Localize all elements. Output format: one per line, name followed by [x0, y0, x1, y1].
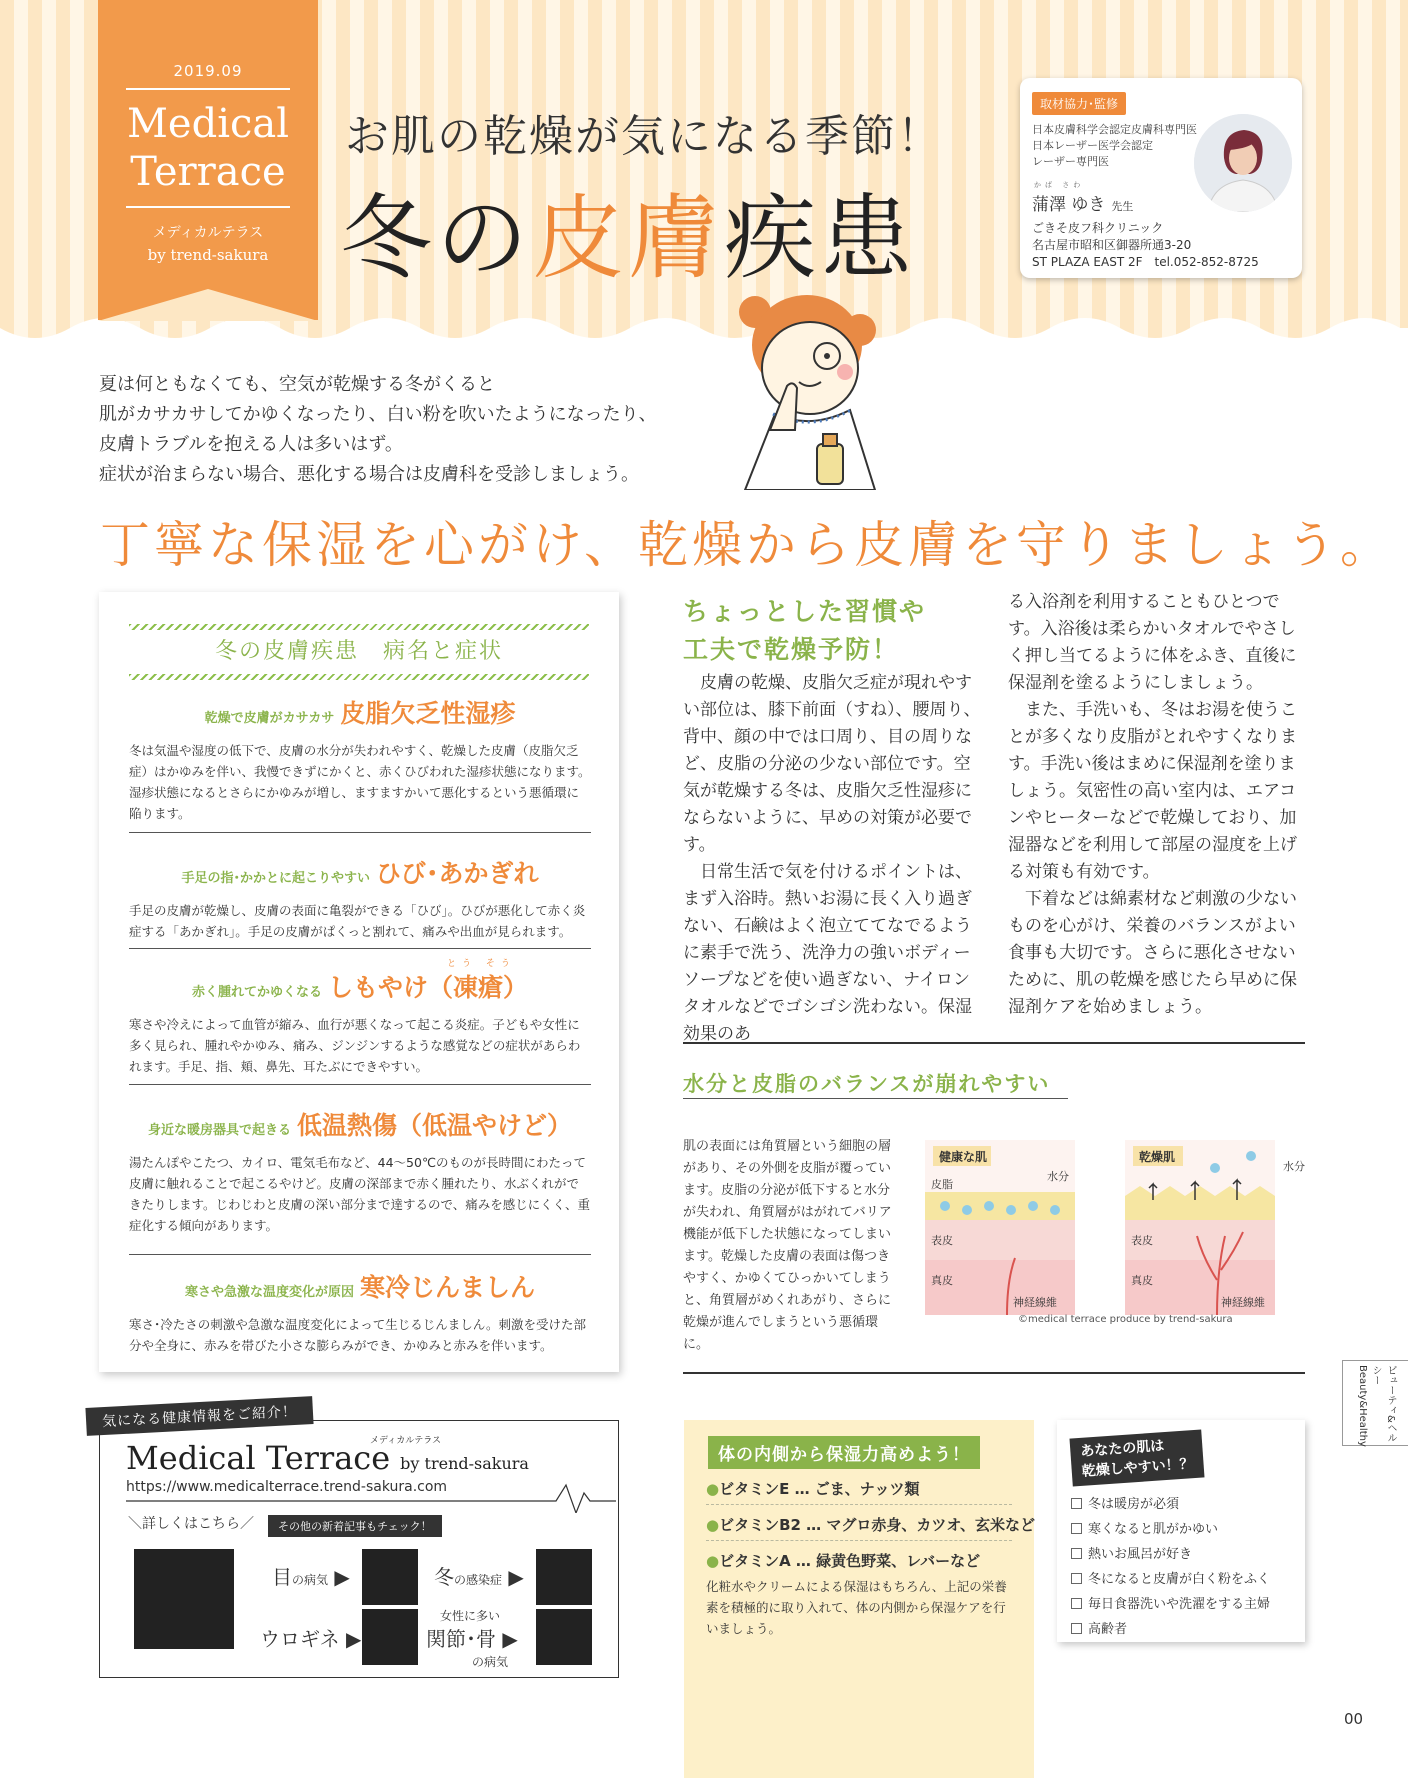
medical-terrace-promo [99, 1420, 619, 1678]
checkbox-icon[interactable] [1071, 1573, 1082, 1584]
promo-brand-name: Medical Terrace [126, 1439, 391, 1477]
habits-paragraph: 下着などは綿素材など刺激の少ないものを心がけ、栄養のバランスがよい食事も大切です。さらに悪化させないために、肌の乾燥を感じたら早めに保湿剤ケアを始めましょう。 [1008, 889, 1297, 1017]
supervisor-card [1020, 78, 1302, 278]
credential-line: 日本皮膚科学会認定皮膚科専門医 [1032, 123, 1197, 136]
supervisor-tag: 取材協力･監修 [1032, 92, 1126, 115]
title-pre: 冬の [340, 185, 533, 292]
vitamin-item: ●ビタミンA … 緑黄色野菜、レバーなど [706, 1552, 981, 1570]
habits-paragraph: また、手洗いも、冬はお湯を使うことが多くなり皮脂がとれやすくなります。手洗い後はまめに保湿剤を塗りましょう。気密性の高い室内は、エアコンやヒーターなどで乾燥しており、加湿器などを利用して部屋の湿度を上げる対策も有効です。 [1008, 700, 1297, 882]
nerve-label: 神経線維 [1013, 1296, 1057, 1309]
disease-caption [129, 1268, 591, 1304]
disease-caption [129, 968, 591, 1004]
disease-tagline: 寒さや急激な温度変化が原因 [184, 1285, 354, 1300]
disease-item [129, 1106, 591, 1236]
balance-text: 肌の表面には角質層という細胞の層があり、その外側を皮脂が覆っています。皮脂の分泌が低下すると水分が失われ、角質層がはがれてバリア機能が低下した状態になってしまいます。乾燥した皮膚の表面は傷つきやすく、かゆくてひっかいてしまうと、角質層がめくれあがり、さらに乾燥が進んでしまうという悪循環に。 [683, 1139, 892, 1352]
ribbon-kana: メディカルテラス [152, 225, 264, 241]
promo-check-label: その他の新着記事もチェック！ [268, 1515, 442, 1537]
promo-kana: メディカルテラス [370, 1436, 442, 1446]
habits-heading-line: ちょっとした習慣や [683, 597, 927, 626]
checkbox-icon[interactable] [1071, 1623, 1082, 1634]
clinic-info [1032, 220, 1259, 271]
qr-label-main: ウロギネ [260, 1627, 340, 1651]
dashed-rule [129, 674, 589, 680]
checklist-item[interactable] [1071, 1492, 1270, 1517]
disease-caption [129, 694, 591, 730]
clinic-line: 名古屋市昭和区御器所通3-20 [1032, 238, 1192, 252]
checklist-heading-line: 乾燥しやすい！？ [1081, 1456, 1195, 1480]
separator [129, 832, 591, 833]
disease-description: 冬は気温や湿度の低下で、皮膚の水分が失われやすく、乾燥した皮膚（皮脂欠乏症）はかゆみを伴い、我慢できずにかくと、赤くひびわれた湿疹状態になります。湿疹状態になるとさらにかゆみが増し、ますますかいて悪化するという悪循環に陥ります。 [129, 743, 591, 821]
separator [129, 1254, 591, 1255]
ribbon-by: by trend-sakura [147, 246, 269, 264]
inner-heading: 体の内側から保湿力高めよう！ [708, 1436, 980, 1469]
intro-text [99, 370, 719, 490]
section-rule [683, 1372, 1305, 1374]
sebum-label: 皮脂 [931, 1178, 953, 1191]
disease-tagline: 乾燥で皮膚がカサカサ [204, 711, 335, 726]
promo-url[interactable]: https://www.medicalterrace.trend-sakura.com [126, 1479, 448, 1495]
disease-name: 寒冷じんましん [360, 1273, 536, 1302]
qr-label-main: 関節･骨 [426, 1627, 496, 1651]
ribbon-rule [126, 206, 290, 208]
qr-label-sub: の感染症 [454, 1573, 503, 1587]
ribbon-brand [98, 100, 318, 196]
qr-label-joint: 関節･骨 ▶ [426, 1627, 518, 1651]
separator [129, 948, 591, 949]
checklist-item[interactable] [1071, 1592, 1270, 1617]
dashed-rule [706, 1504, 1012, 1505]
qr-label-winter: 冬の感染症 ▶ [434, 1565, 524, 1589]
title-accent: 皮膚 [532, 185, 725, 292]
disease-description: 手足の皮膚が乾燥し、皮膚の表面に亀裂ができる「ひび」。ひびが悪化して赤く炎症する「あかぎれ」。手足の皮膚がぱくっと割れて、痛みや出血が見られます。 [129, 903, 586, 939]
disease-caption [129, 854, 591, 890]
balance-heading-underline [683, 1098, 1068, 1099]
doctor-photo [1194, 114, 1292, 212]
doctor-honorific: 先生 [1111, 200, 1134, 213]
disease-ruby: とう そう [447, 959, 516, 969]
disease-name: 皮脂欠乏性湿疹 [340, 699, 516, 728]
checklist-item-label: 毎日食器洗いや洗濯をする主婦 [1088, 1597, 1271, 1612]
qr-label-joint-top: 女性に多い [440, 1609, 501, 1623]
epidermis-label: 表皮 [931, 1234, 953, 1247]
page-subtitle: お肌の乾燥が気になる季節！ [345, 111, 943, 162]
ribbon-rule [126, 88, 290, 90]
checklist-item-label: 冬になると皮膚が白く粉をふく [1088, 1572, 1271, 1587]
disease-description: 寒さ･冷たさの刺激や急激な温度変化によって生じるじんましん。刺激を受けた部分や全身に、赤みを帯びた小さな膨らみができ、かゆみと赤みを伴います。 [129, 1317, 587, 1353]
disease-description: 寒さや冷えによって血管が縮み、血行が悪くなって起こる炎症。子どもや女性に多く見られ、腫れやかゆみ、痛み、ジンジンするような感覚などの症状があらわれます。手足、指、頬、鼻先、耳たぶにできやすい。 [129, 1017, 581, 1074]
disease-name: しもやけ（凍瘡） [328, 973, 529, 1002]
disease-name: ひび･あかぎれ [376, 859, 539, 888]
disease-item [129, 1268, 591, 1356]
vitamin-text: ビタミンA … 緑黄色野菜、レバーなど [719, 1552, 981, 1570]
habits-column-1 [683, 670, 981, 1048]
disease-tagline: 赤く腫れてかゆくなる [191, 985, 322, 1000]
checklist-heading [1069, 1429, 1204, 1486]
issue-date: 2019.09 [173, 62, 243, 80]
side-tab-label: ビューティ&ヘルシー Beauty&Healthy [1357, 1365, 1396, 1447]
section-side-tab [1342, 1360, 1408, 1446]
checklist-item[interactable] [1071, 1517, 1270, 1542]
qr-code-joint[interactable] [536, 1609, 592, 1665]
header-wave [0, 318, 1408, 358]
disease-box-heading: 冬の皮膚疾患 病名と症状 [214, 639, 503, 664]
doctor-name-text: 蒲澤 ゆき [1032, 195, 1106, 215]
habits-paragraph: る入浴剤を利用することもひとつです。入浴後は柔らかいタオルでやさしく押し当てるように体をふき、直後に保湿剤を塗るようにしましょう。 [1008, 592, 1297, 693]
disease-description: 湯たんぽやこたつ、カイロ、電気毛布など、44～50℃のものが長時間にわたって皮膚に触れることで起こるやけど。皮膚の深部まで赤く腫れたり、水ぶくれができたりします。じわじわと皮膚の深い部分まで達するので、痛みを感じにくく、重症化する傾向があります。 [129, 1155, 591, 1233]
checklist-item-label: 高齢者 [1088, 1622, 1128, 1637]
qr-label-main: 冬 [434, 1565, 454, 1589]
vitamin-item: ●ビタミンB2 … マグロ赤身、カツオ、玄米など [706, 1516, 1036, 1534]
disease-item [129, 694, 591, 824]
credential-line: レーザー専門医 [1032, 155, 1109, 168]
vitamin-text: ビタミンB2 … マグロ赤身、カツオ、玄米など [719, 1516, 1036, 1534]
dashed-rule [129, 624, 589, 630]
inner-note: 化粧水やクリームによる保湿はもちろん、上記の栄養素を積極的に取り入れて、体の内側から保湿ケアを行いましょう。 [706, 1579, 1007, 1636]
checkbox-icon[interactable] [1071, 1523, 1082, 1534]
supervisor-credentials [1032, 122, 1197, 170]
disease-tagline: 身近な暖房器具で起きる [147, 1123, 291, 1138]
dry-skin-label: 乾燥肌 [1139, 1150, 1176, 1164]
promo-tag: 気になる健康情報をご紹介！ [85, 1396, 313, 1436]
credential-line: 日本レーザー医学会認定 [1032, 139, 1153, 152]
page-title [340, 165, 916, 297]
clinic-line: ごきそ皮フ科クリニック [1032, 221, 1164, 235]
qr-label-main: 目 [272, 1565, 292, 1589]
epidermis-label: 表皮 [1131, 1234, 1153, 1247]
water-label: 水分 [1283, 1160, 1305, 1173]
checkbox-icon[interactable] [1071, 1548, 1082, 1559]
checklist-item[interactable] [1071, 1617, 1270, 1642]
habits-heading [683, 593, 926, 669]
dermis-label: 真皮 [1131, 1274, 1153, 1287]
nerve-label: 神経線維 [1221, 1296, 1265, 1309]
inner-moisture-box [684, 1420, 1034, 1778]
vitamin-text: ビタミンE … ごま、ナッツ類 [719, 1480, 920, 1498]
disease-caption [129, 1106, 591, 1142]
dashed-rule [706, 1540, 1012, 1541]
checkbox-icon[interactable] [1071, 1498, 1082, 1509]
doctor-name-ruby: かば さわ [1034, 181, 1085, 189]
separator [129, 1084, 591, 1085]
checkbox-icon[interactable] [1071, 1598, 1082, 1609]
section-rule [683, 1042, 1305, 1044]
qr-label-joint-sub: の病気 [472, 1655, 509, 1669]
ribbon-notch [98, 281, 318, 321]
habits-heading-line: 工夫で乾燥予防！ [683, 635, 900, 664]
vitamin-item: ●ビタミンE … ごま、ナッツ類 [706, 1480, 920, 1498]
promo-brand-by: by trend-sakura [400, 1454, 529, 1473]
disease-box [99, 592, 619, 1372]
ribbon-brand-line2: Terrace [130, 149, 286, 195]
habits-paragraph: 日常生活で気を付けるポイントは、まず入浴時。熱いお湯に長く入り過ぎない、石鹸はよく泡立ててなでるように素手で洗う、洗浄力の強いボディーソープなどを使い過ぎない、ナイロンタオルなどでゴシゴシ洗わない。保湿効果のあ [683, 862, 972, 1044]
ribbon-brand-line1: Medical [126, 101, 290, 147]
tagline: 丁寧な保湿を心がけ、乾燥から皮膚を守りましょう。 [100, 516, 1394, 574]
qr-label-eye: 目の病気 ▶ [272, 1565, 350, 1589]
doctor-name [1032, 190, 1133, 215]
diagram-copyright: ©medical terrace produce by trend-sakura [1018, 1314, 1233, 1325]
clinic-line: ST PLAZA EAST 2F tel.052-852-8725 [1032, 255, 1259, 269]
qr-code-main[interactable] [134, 1549, 234, 1649]
skin-diagram [925, 1140, 1310, 1315]
checklist-items [1071, 1492, 1270, 1642]
intro-line: 皮膚トラブルを抱える人は多いはず。 [99, 434, 403, 455]
dry-skin-checklist [1057, 1420, 1305, 1642]
disease-name: 低温熱傷（低温やけど） [297, 1111, 573, 1140]
title-post: 疾患 [724, 185, 917, 292]
habits-column-2 [1008, 589, 1306, 1021]
checklist-item-label: 熱いお風呂が好き [1088, 1547, 1193, 1562]
disease-item [129, 854, 591, 942]
promo-more-label: ＼詳しくはこちら／ [128, 1516, 254, 1532]
qr-code-winter[interactable] [536, 1549, 592, 1605]
page-number: 00 [1344, 1710, 1364, 1728]
intro-line: 夏は何ともなくても、空気が乾燥する冬がくると [99, 374, 495, 395]
habits-paragraph: 皮膚の乾燥、皮脂欠乏症が現れやすい部位は、膝下前面（すね）、腰周り、背中、顔の中では口周り、目の周りなど、皮脂の分泌の少ない部位です。空気が乾燥する冬は、皮脂欠乏性湿疹にならないように、早めの対策が必要です。 [683, 673, 981, 855]
disease-tagline: 手足の指･かかとに起こりやすい [181, 871, 370, 886]
checklist-item-label: 冬は暖房が必須 [1088, 1497, 1180, 1512]
qr-label-urogyn: ウロギネ ▶ [260, 1627, 362, 1651]
intro-line: 症状が治まらない場合、悪化する場合は皮膚科を受診しましょう。 [99, 464, 639, 485]
water-label: 水分 [1047, 1170, 1069, 1183]
checklist-item[interactable] [1071, 1542, 1270, 1567]
qr-code-urogyn[interactable] [362, 1609, 418, 1665]
checklist-item-label: 寒くなると肌がかゆい [1088, 1522, 1219, 1537]
disease-item [129, 968, 591, 1077]
qr-label-sub: の病気 [292, 1573, 329, 1587]
brand-ribbon [98, 0, 318, 320]
intro-line: 肌がカサカサしてかゆくなったり、白い粉を吹いたようになったり、 [99, 404, 657, 425]
heartbeat-line [126, 1479, 616, 1513]
promo-brand [126, 1439, 529, 1477]
balance-heading: 水分と皮脂のバランスが崩れやすい [683, 1072, 1051, 1096]
girl-illustration [715, 290, 890, 490]
checklist-item[interactable] [1071, 1567, 1270, 1592]
checklist-heading-line: あなたの肌は [1079, 1438, 1165, 1460]
qr-code-eye[interactable] [362, 1549, 418, 1605]
healthy-skin-label: 健康な肌 [939, 1150, 988, 1164]
dermis-label: 真皮 [931, 1274, 953, 1287]
